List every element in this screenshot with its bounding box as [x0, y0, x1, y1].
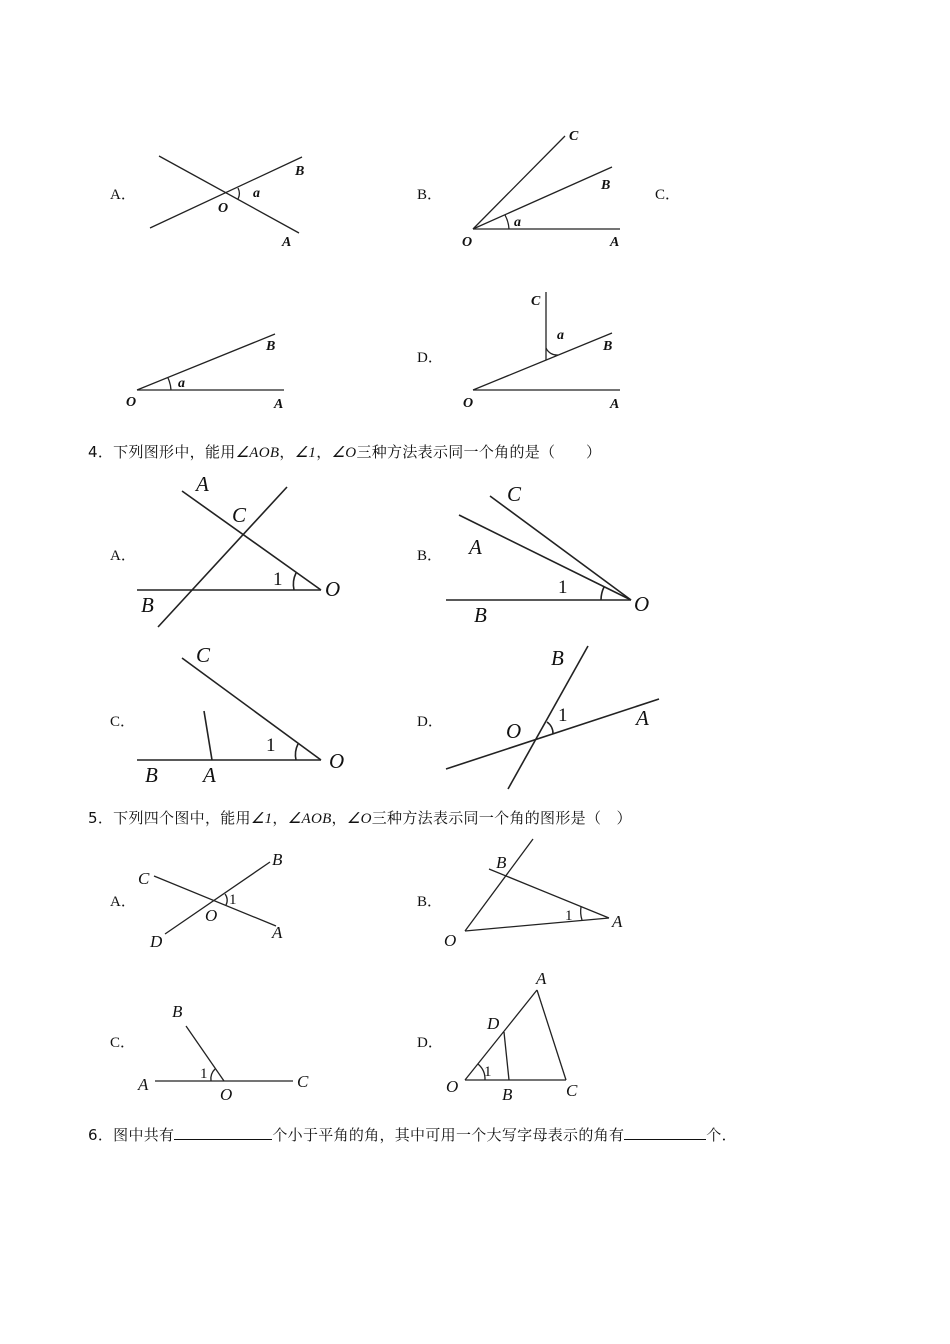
q3d-label-alpha: a — [557, 328, 564, 343]
q3-option-d-label: D． — [417, 350, 443, 366]
q5-angle-o: ∠O — [346, 811, 372, 827]
q4c-label-b: B — [145, 763, 158, 787]
q4c-angle-arc — [295, 744, 298, 760]
q4-stem — [88, 441, 601, 462]
q4b-label-c: C — [507, 482, 522, 506]
q5-figure-d — [446, 969, 578, 1104]
q5-figure-a — [138, 850, 283, 951]
q5a-angle-arc — [225, 894, 227, 905]
q4b-label-o: O — [634, 592, 650, 616]
q5-text-before: 下列四个图中，能用 — [113, 809, 251, 827]
q3a-label-b: B — [295, 164, 305, 179]
q4c-segment-a — [204, 711, 212, 760]
q3-figure-c — [126, 334, 284, 412]
q5d-segment-db — [504, 1032, 509, 1080]
q3d-label-a: A — [610, 397, 620, 412]
q3b-label-o: O — [462, 235, 473, 250]
q5-sep-2: ， — [331, 809, 347, 827]
q5c-label-one: 1 — [200, 1066, 208, 1082]
q3b-label-a: A — [610, 235, 620, 250]
q5c-label-a: A — [138, 1075, 149, 1094]
q5d-label-d: D — [487, 1014, 500, 1033]
q4d-label-one: 1 — [558, 705, 568, 726]
q4a-line-c — [158, 487, 287, 627]
q4c-label-o: O — [329, 749, 345, 773]
q3d-ray-ob — [473, 333, 612, 390]
q5a-label-b: B — [272, 850, 283, 869]
q6-part-3: 个． — [706, 1126, 737, 1144]
q4d-label-b: B — [551, 646, 564, 670]
q4-angle-o: ∠O — [331, 445, 357, 461]
q3a-label-a: A — [282, 235, 292, 250]
q5a-label-o: O — [205, 906, 218, 925]
q3d-label-c: C — [531, 294, 541, 309]
q4a-label-one: 1 — [273, 569, 283, 590]
q4d-line-ob — [508, 646, 588, 789]
q4b-label-one: 1 — [558, 577, 568, 598]
q5a-label-c: C — [138, 869, 150, 888]
q4-option-d-label: D． — [417, 714, 443, 730]
q3c-label-b: B — [266, 339, 276, 354]
q4a-label-o: O — [325, 577, 341, 601]
q3-option-a-label: A． — [110, 187, 136, 203]
q5b-segment-oa — [465, 918, 609, 931]
q5b-label-b: B — [496, 853, 507, 872]
q5b-label-a: A — [612, 912, 623, 931]
q5-figure-c — [137, 1002, 309, 1104]
q4-number: 4． — [88, 443, 114, 461]
q5-number: 5． — [88, 809, 114, 827]
q5c-label-c: C — [297, 1072, 309, 1091]
q5-stem — [88, 807, 632, 828]
q4b-label-a: A — [469, 535, 482, 559]
q3-figure-a — [150, 156, 304, 250]
q3c-label-alpha: a — [178, 376, 185, 391]
q3b-angle-arc — [505, 215, 509, 229]
q5-sep-1: ， — [272, 809, 288, 827]
q4d-label-o: O — [506, 719, 522, 743]
q3d-angle-arc — [546, 348, 558, 355]
q5b-segment-ba — [489, 869, 609, 918]
q4-figure-c — [137, 643, 344, 787]
q5-option-a-label: A． — [110, 894, 136, 910]
q6-blank-1[interactable] — [174, 1125, 272, 1140]
q3-figure-d — [463, 292, 620, 412]
q4a-label-b: B — [141, 593, 154, 617]
q3c-ray-ob — [137, 334, 275, 390]
q4d-label-a: A — [636, 706, 649, 730]
q6-number: 6． — [88, 1126, 114, 1144]
q4-sep-1: ， — [279, 443, 295, 461]
q4-text-after: 三种方法表示同一个角的是（ ） — [356, 443, 602, 461]
q4a-line-ao — [182, 491, 321, 590]
q4-option-c-label: C． — [110, 714, 136, 730]
q3b-label-alpha: a — [514, 215, 521, 230]
q3b-label-b: B — [601, 178, 611, 193]
q5a-line-db — [165, 862, 270, 934]
q5d-label-a: A — [536, 969, 547, 988]
q5-option-d-label: D． — [417, 1035, 443, 1051]
q5d-label-one: 1 — [484, 1064, 492, 1080]
q4-figure-b — [446, 482, 649, 627]
q5a-label-one: 1 — [229, 892, 237, 908]
q4-angle-1: ∠1 — [294, 445, 317, 461]
q4a-label-c: C — [232, 503, 247, 527]
q5d-segment-ac — [537, 990, 566, 1080]
q5b-label-one: 1 — [565, 908, 573, 924]
q3a-label-o: O — [218, 201, 229, 216]
q6-part-1: 图中共有 — [113, 1126, 175, 1144]
q4b-angle-arc — [601, 587, 604, 600]
q4-angle-aob: ∠AOB — [235, 445, 280, 461]
q5b-label-o: O — [444, 931, 457, 950]
q3d-label-b: B — [603, 339, 613, 354]
q3-figure-b — [462, 129, 620, 250]
q4a-label-a: A — [196, 472, 209, 496]
q3c-angle-arc — [168, 378, 171, 390]
q3c-label-a: A — [274, 397, 284, 412]
q3b-label-c: C — [569, 129, 579, 144]
q4a-angle-arc — [293, 573, 296, 590]
q3d-label-o: O — [463, 396, 474, 411]
q5c-angle-arc — [211, 1069, 215, 1081]
q5-angle-1: ∠1 — [250, 811, 273, 827]
q4c-label-one: 1 — [266, 735, 276, 756]
q4-figure-d — [446, 646, 659, 789]
q3-option-b-label: B． — [417, 187, 443, 203]
q6-part-2: 个小于平角的角，其中可用一个大写字母表示的角有 — [272, 1126, 625, 1144]
q5b-angle-arc — [581, 907, 582, 920]
q4-text-before: 下列图形中，能用 — [113, 443, 236, 461]
q4c-ray-oc — [182, 658, 321, 760]
q5-angle-aob: ∠AOB — [287, 811, 332, 827]
q5d-label-b: B — [502, 1085, 513, 1104]
q3a-label-alpha: a — [253, 186, 260, 201]
q6-blank-2[interactable] — [624, 1125, 706, 1140]
q5c-label-o: O — [220, 1085, 233, 1104]
q4-option-b-label: B． — [417, 548, 443, 564]
q5d-segment-oa — [465, 990, 537, 1080]
q6-stem — [88, 1124, 737, 1145]
q4c-label-a: A — [203, 763, 216, 787]
q4-sep-2: ， — [316, 443, 332, 461]
q5-text-after: 三种方法表示同一个角的图形是（ ） — [371, 809, 632, 827]
q4b-ray-oa — [459, 515, 631, 600]
q3b-ray-ob — [473, 167, 612, 229]
q5-figure-b — [444, 839, 623, 950]
q5c-label-b: B — [172, 1002, 183, 1021]
q4-option-a-label: A． — [110, 548, 136, 564]
q4c-label-c: C — [196, 643, 211, 667]
q4-figure-a — [137, 472, 340, 627]
q5-option-b-label: B． — [417, 894, 443, 910]
q4d-angle-arc — [547, 722, 553, 734]
q5d-label-o: O — [446, 1077, 459, 1096]
q3a-angle-arc — [238, 188, 239, 199]
q3-option-c-label: C． — [655, 187, 681, 203]
q5a-label-a: A — [272, 923, 283, 942]
q4b-label-b: B — [474, 603, 487, 627]
q5-option-c-label: C． — [110, 1035, 136, 1051]
q3c-label-o: O — [126, 395, 137, 410]
q5a-label-d: D — [150, 932, 163, 951]
q5d-label-c: C — [566, 1081, 578, 1100]
